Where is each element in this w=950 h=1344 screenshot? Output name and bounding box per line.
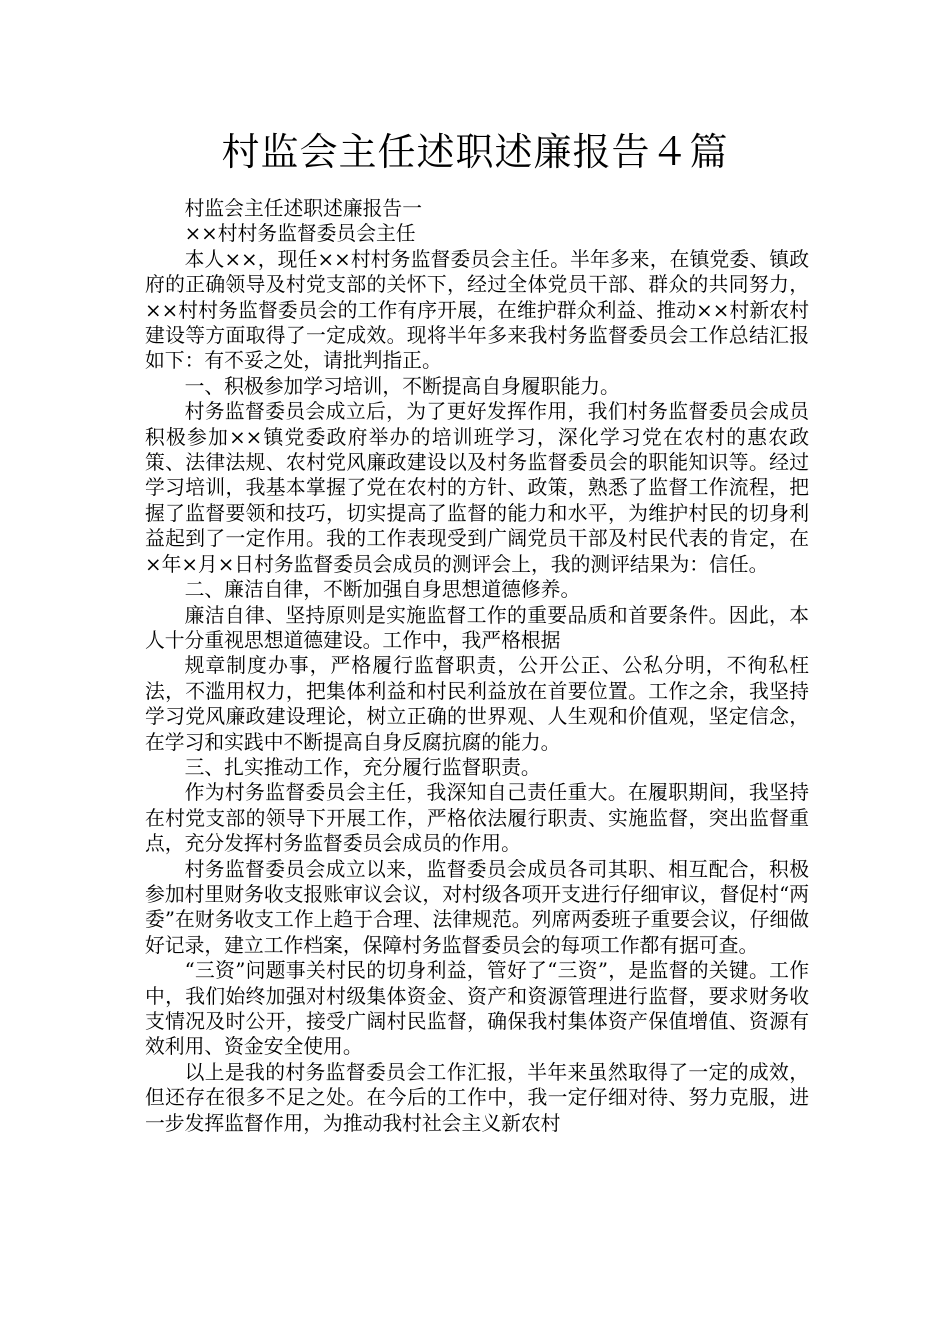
body-paragraph: 村务监督委员会成立以来，监督委员会成员各司其职、相互配合，积极参加村里财务收支报账审议会议，对村级各项开支进行仔细审议，督促村“两委”在财务收支工作上趋于合理、法律规范。列席两委班子重要会议，仔细做好记录，建立工作档案，保障村务监督委员会的每项工作都有据可查。: [145, 857, 809, 957]
section-heading: 三、扎实推动工作，充分履行监督职责。: [184, 755, 541, 779]
section-heading: 一、积极参加学习培训，不断提高自身履职能力。: [184, 374, 620, 398]
body-paragraph: 规章制度办事，严格履行监督职责，公开公正、公私分明，不徇私枉法，不滥用权力，把集体利益和村民利益放在首要位置。工作之余，我坚持学习党风廉政建设理论，树立正确的世界观、人生观和价值观，坚定信念，在学习和实践中不断提高自身反腐抗腐的能力。: [145, 654, 809, 754]
author-position: ××村村务监督委员会主任: [184, 222, 416, 246]
body-paragraph: 作为村务监督委员会主任，我深知自己责任重大。在履职期间，我坚持在村党支部的领导下开展工作，严格依法履行职责、实施监督，突出监督重点，充分发挥村务监督委员会成员的作用。: [145, 781, 809, 856]
section-heading: 村监会主任述职述廉报告一: [184, 197, 422, 220]
body-paragraph: 廉洁自律、坚持原则是实施监督工作的重要品质和首要条件。因此，本人十分重视思想道德建设。工作中，我严格根据: [145, 603, 809, 652]
body-paragraph: 村务监督委员会成立后，为了更好发挥作用，我们村务监督委员会成员积极参加××镇党委政府举办的培训班学习，深化学习党在农村的惠农政策、法律法规、农村党风廉政建设以及村务监督委员会的职能知识等。经过学习培训，我基本掌握了党在农村的方针、政策，熟悉了监督工作流程，把握了监督要领和技巧，切实提高了监督的能力和水平，为维护村民的切身利益起到了一定作用。我的工作表现受到广阔党员干部及村民代表的肯定，在×年×月×日村务监督委员会成员的测评会上，我的测评结果为：信任。: [145, 400, 809, 576]
body-paragraph: “三资”问题事关村民的切身利益，管好了“三资”，是监督的关键。工作中，我们始终加强对村级集体资金、资产和资源管理进行监督，要求财务收支情况及时公开，接受广阔村民监督，确保我村集体资产保值增值、资源有效利用、资金安全使用。: [145, 959, 809, 1059]
section-heading: 二、廉洁自律，不断加强自身思想道德修养。: [184, 578, 581, 602]
body-paragraph: 本人××，现任××村村务监督委员会主任。半年多来，在镇党委、镇政府的正确领导及村党支部的关怀下，经过全体党员干部、群众的共同努力，××村村务监督委员会的工作有序开展，在维护群众利益、推动××村新农村建设等方面取得了一定成效。现将半年多来我村务监督委员会工作总结汇报如下：有不妥之处，请批判指正。: [145, 247, 809, 373]
document-title: 村监会主任述职述廉报告４篇: [221, 130, 729, 174]
body-paragraph: 以上是我的村务监督委员会工作汇报，半年来虽然取得了一定的成效，但还存在很多不足之处。在今后的工作中，我一定仔细对待、努力克服，进一步发挥监督作用，为推动我村社会主义新农村: [145, 1060, 809, 1135]
document-body: [145, 196, 809, 1136]
